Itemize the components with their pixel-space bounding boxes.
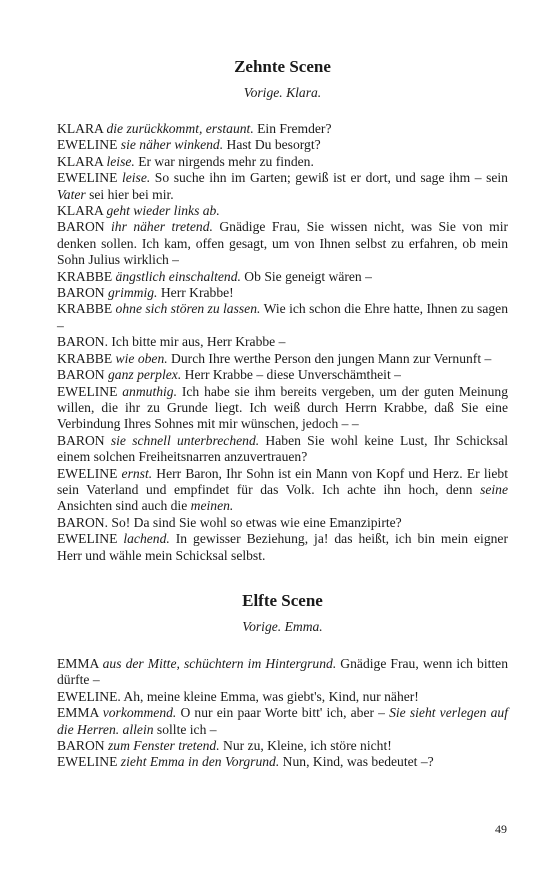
scene-subtitle: Vorige. Klara. <box>243 85 322 100</box>
page-body <box>57 56 508 771</box>
dialogue-block <box>57 121 508 564</box>
spoken-text: So suche ihn im Garten; gewiß ist er dort, und sage ihm – sein <box>150 170 508 186</box>
spoken-text: BARON <box>57 738 108 753</box>
scene-11 <box>57 590 508 771</box>
spoken-text: Gnädige Frau, wenn ich bitten dürfte – <box>57 655 508 688</box>
dialogue-line <box>57 384 508 433</box>
spoken-text: sollte ich – <box>153 721 217 737</box>
spoken-text: EWELINE <box>57 383 123 399</box>
stage-direction: grimmig. <box>107 285 158 301</box>
dialogue-line <box>57 137 508 153</box>
stage-direction: wie oben. <box>115 350 168 366</box>
spoken-text: In gewisser Beziehung, ja! das heißt, ich bin mein eigner Herr und wähle mein Schicksal selbst. <box>57 531 508 563</box>
spoken-text: BARON. So! Da sind Sie wohl so etwas wie eine Emanzipirte? <box>57 514 402 530</box>
dialogue-line <box>57 754 508 770</box>
stage-direction: lachend. <box>123 531 170 547</box>
spoken-text: sei hier bei mir. <box>85 186 174 202</box>
spoken-text: Haben Sie wohl keine Lust, Ihr Schicksal einem solchen Freiheitsnarren anzuvertrauen? <box>57 432 509 465</box>
dialogue-line <box>57 269 508 285</box>
spoken-text: Ob Sie geneigt wären – <box>240 268 372 284</box>
spoken-text: Nun, Kind, was bedeutet –? <box>279 754 434 770</box>
spoken-text: Ich habe sie ihm bereits vergeben, um der guten Meinung willen, die ihr zu Grunde liegt. Ich weiß durch Herrn Krabbe, daß Sie eine Verbindung Ihres Sohnes mit mir wünschen, jedoch – – <box>57 383 508 432</box>
spoken-text: Nur zu, Kleine, ich störe nicht! <box>219 738 392 753</box>
stage-direction: leise. <box>106 153 135 169</box>
spoken-text: Ein Fremder? <box>253 121 332 136</box>
page-number: 49 <box>495 822 507 836</box>
spoken-text: KLARA <box>57 121 107 136</box>
dialogue-line <box>57 705 508 738</box>
stage-direction: ganz perplex. <box>107 367 182 383</box>
stage-direction: Vater <box>57 186 86 202</box>
stage-direction: ihr näher tretend. <box>111 219 213 235</box>
spoken-text: EWELINE <box>57 465 122 481</box>
spoken-text: Er war nirgends mehr zu finden. <box>134 153 314 169</box>
stage-direction: aus der Mitte, schüchtern im Hintergrund. <box>102 655 337 671</box>
stage-direction: vorkommend. <box>102 705 177 721</box>
dialogue-line <box>57 515 508 531</box>
spoken-text: Gnädige Frau, Sie wissen nicht, was Sie von mir denken sollen. Ich kam, offen gesagt, um von Ihnen selbst zu erfahren, ob mein Sohn Julius wirklich – <box>57 219 509 268</box>
spoken-text: BARON. Ich bitte mir aus, Herr Krabbe – <box>57 334 286 350</box>
spoken-text: Durch Ihre werthe Person den jungen Mann zur Vernunft – <box>167 350 492 366</box>
spoken-text: EWELINE. Ah, meine kleine Emma, was giebt's, Kind, nur näher! <box>57 688 419 704</box>
spoken-text: BARON <box>57 285 108 301</box>
scene-10 <box>57 56 508 564</box>
spoken-text: KRABBE <box>57 350 116 366</box>
spoken-text: EMMA <box>57 705 103 721</box>
scene-title: Zehnte Scene <box>234 57 331 76</box>
spoken-text: Ansichten sind auch die <box>57 498 191 514</box>
stage-direction: Sie sieht verlegen auf die Herren. allein <box>57 705 508 737</box>
spoken-text: Herr Krabbe! <box>157 285 234 301</box>
scene-title: Elfte Scene <box>242 590 323 610</box>
spoken-text: EWELINE <box>57 137 121 153</box>
stage-direction: zieht Emma in den Vorgrund. <box>120 754 280 770</box>
spoken-text: Herr Baron, Ihr Sohn ist ein Mann von Kopf und Herz. Er liebt sein Vaterland und empfindet für das Volk. Ich achte ihn hoch, denn <box>57 465 508 497</box>
dialogue-line <box>57 738 508 754</box>
dialogue-line <box>57 154 508 170</box>
spoken-text: EMMA <box>57 655 103 671</box>
dialogue-line <box>57 203 508 219</box>
spoken-text: BARON <box>57 219 112 235</box>
stage-direction: sie näher winkend. <box>120 137 224 153</box>
stage-direction: ohne sich stören zu lassen. <box>115 301 261 317</box>
stage-direction: die zurückkommt, erstaunt. <box>106 121 254 136</box>
spoken-text: KRABBE <box>57 268 116 284</box>
spoken-text: EWELINE <box>57 754 121 770</box>
spoken-text: EWELINE <box>57 170 122 186</box>
spoken-text: Hast Du besorgt? <box>223 137 321 153</box>
spoken-text: KLARA <box>57 153 107 169</box>
scene-subtitle: Vorige. Emma. <box>242 618 323 634</box>
spoken-text: EWELINE <box>57 531 124 547</box>
dialogue-line <box>57 689 508 705</box>
stage-direction: leise. <box>121 170 151 186</box>
dialogue-line <box>57 301 508 334</box>
dialogue-block <box>57 656 508 771</box>
dialogue-line <box>57 351 508 367</box>
dialogue-line <box>57 121 508 137</box>
stage-direction: geht wieder links ab. <box>106 203 220 219</box>
dialogue-line <box>57 466 508 515</box>
stage-direction: sie schnell unterbrechend. <box>110 432 260 448</box>
stage-direction: anmuthig. <box>122 383 178 399</box>
stage-direction: zum Fenster tretend. <box>107 738 220 753</box>
stage-direction: seine <box>480 481 508 497</box>
spoken-text: KRABBE <box>57 301 116 317</box>
dialogue-line <box>57 367 508 383</box>
dialogue-line <box>57 285 508 301</box>
spoken-text: BARON <box>57 367 108 383</box>
spoken-text: O nur ein paar Worte bitt' ich, aber – <box>176 705 390 721</box>
dialogue-line <box>57 334 508 350</box>
spoken-text: BARON <box>57 432 111 448</box>
stage-direction: ängstlich einschaltend. <box>115 268 241 284</box>
spoken-text: Wie ich schon die Ehre hatte, Ihnen zu sagen – <box>57 301 508 333</box>
spoken-text: KLARA <box>57 203 107 219</box>
dialogue-line <box>57 170 508 203</box>
stage-direction: meinen. <box>190 498 234 514</box>
stage-direction: ernst. <box>121 465 153 481</box>
spoken-text: Herr Krabbe – diese Unverschämtheit – <box>181 367 401 383</box>
dialogue-line <box>57 219 508 268</box>
dialogue-line <box>57 656 508 689</box>
dialogue-line <box>57 531 508 564</box>
dialogue-line <box>57 433 508 466</box>
